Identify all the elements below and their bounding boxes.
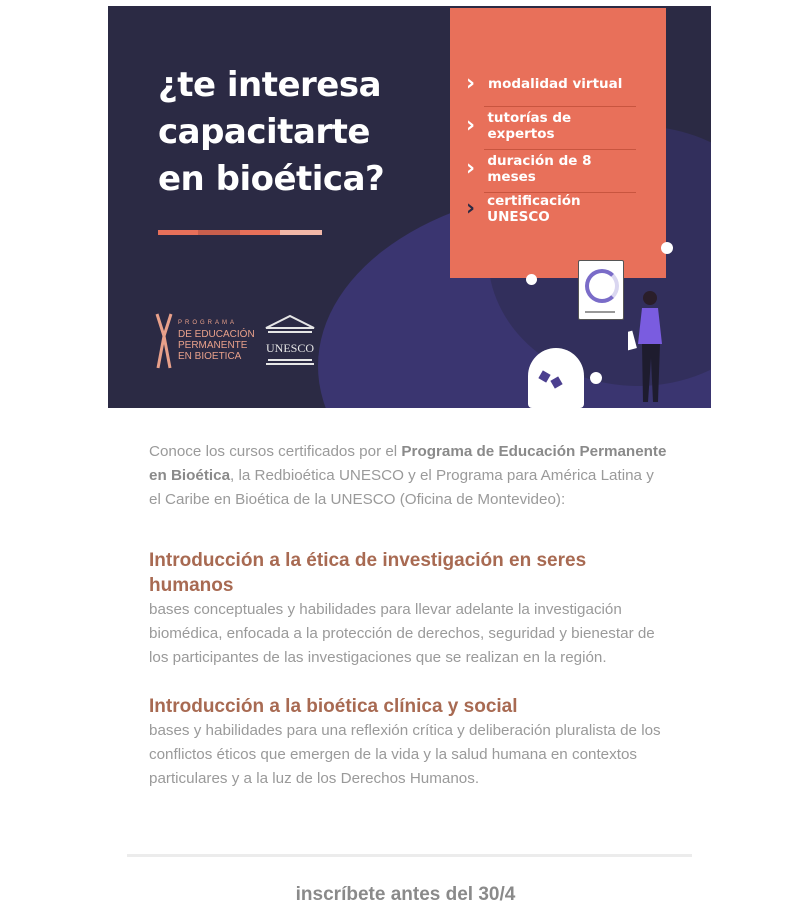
unesco-logo-icon — [262, 312, 318, 368]
headline-line: ¿te interesa — [158, 65, 382, 105]
intro-paragraph: Conoce los cursos certificados por el Programa de Educación Permanente en Bioética, la Redbioética UNESCO y el Programa para América Latina y el Caribe en Bioética de la UNESCO (Oficina de Montevideo): — [149, 443, 667, 508]
course-description: bases conceptuales y habilidades para llevar adelante la investigación biomédica, enfocada a la protección de derechos, seguridad y bienestar de los participantes de las investigaciones que se realizan en la región. — [149, 601, 655, 666]
feature-label: duración de 8 meses — [487, 153, 592, 185]
headline-line: capacitarte — [158, 112, 370, 152]
figure-logo-icon — [154, 312, 174, 370]
divider — [484, 149, 636, 150]
decor-dot — [526, 274, 537, 285]
course-title: Introducción a la ética de investigación en seres humanos — [149, 550, 587, 596]
decor-dot — [661, 242, 673, 254]
feature-item — [466, 69, 636, 99]
feature-label: modalidad virtual — [488, 76, 623, 92]
chevron-right-icon: › — [466, 71, 476, 96]
feature-label: tutorías de expertos — [487, 110, 572, 142]
feature-label: certificación UNESCO — [487, 193, 581, 225]
chart-card-illustration — [578, 260, 624, 320]
globe-illustration — [528, 348, 584, 408]
headline-line: en bioética? — [158, 159, 385, 199]
divider — [127, 854, 692, 857]
program-name: Programa de Educación Permanente en Bioética — [149, 443, 667, 484]
course-description: bases y habilidades para una reflexión crítica y deliberación pluralista de los conflictos éticos que emergen de la vida y la salud humana en contextos particulares y a la luz de los Derechos Humanos. — [149, 722, 661, 787]
logo-text: PERMANENTE — [178, 340, 248, 351]
divider — [484, 106, 636, 107]
decor-dot — [590, 372, 602, 384]
banner-headline — [158, 62, 458, 203]
chevron-right-icon: › — [466, 113, 476, 138]
logo-text: DE EDUCACIÓN — [178, 329, 255, 340]
chevron-right-icon: › — [466, 156, 476, 181]
features-card — [450, 8, 666, 278]
feature-item — [466, 194, 636, 224]
chevron-right-icon: › — [466, 196, 476, 221]
feature-item — [466, 111, 636, 141]
donut-chart-icon — [585, 269, 619, 303]
email-content — [149, 440, 669, 791]
feature-item — [466, 154, 636, 184]
headline-underline — [158, 230, 322, 235]
logo-text: EN BIOETICA — [178, 351, 242, 362]
hero-banner — [108, 6, 711, 408]
registration-deadline: inscríbete antes del 30/4 — [295, 884, 516, 905]
logo-text: PROGRAMA — [178, 320, 238, 326]
svg-text:UNESCO: UNESCO — [265, 341, 315, 355]
course-title: Introducción a la bioética clínica y social — [149, 696, 518, 717]
person-illustration — [628, 288, 668, 406]
